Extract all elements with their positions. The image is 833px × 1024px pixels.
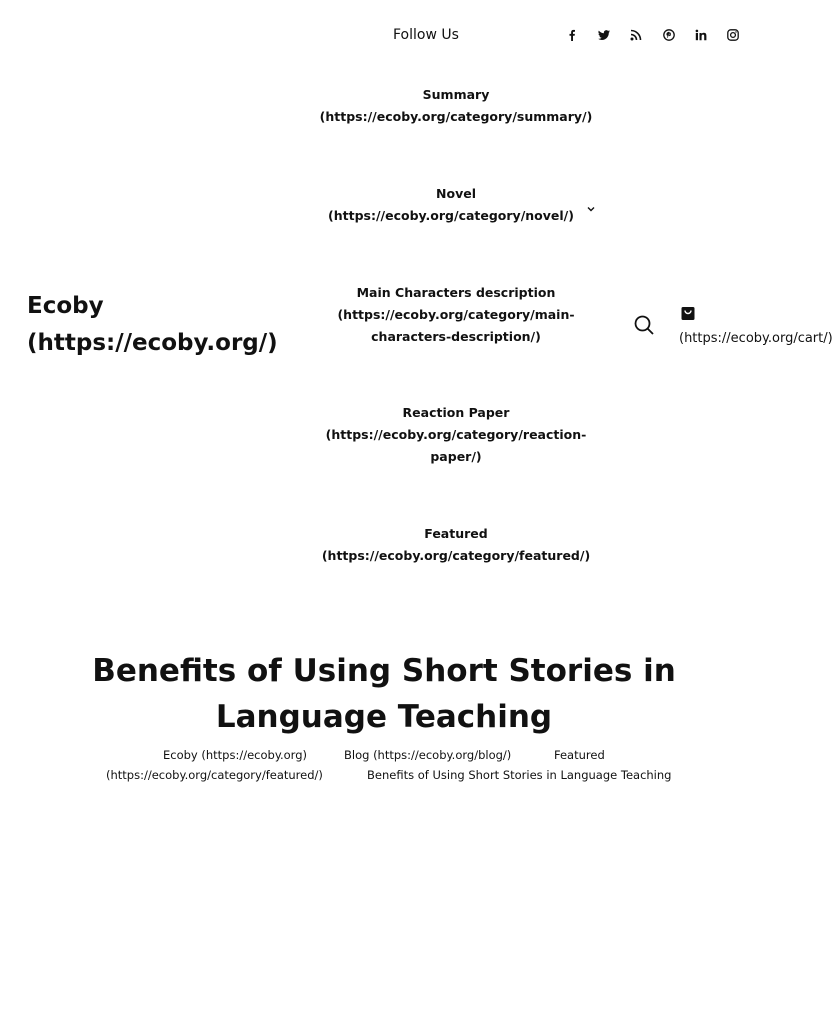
- follow-us-label: Follow Us: [393, 27, 459, 43]
- nav-item-url: (https://ecoby.org/category/summary/): [319, 109, 593, 124]
- instagram-icon[interactable]: [724, 26, 742, 44]
- chevron-down-icon[interactable]: [585, 200, 597, 212]
- breadcrumb-home[interactable]: Ecoby (https://ecoby.org): [163, 748, 307, 762]
- nav-item-label: Reaction Paper: [402, 405, 510, 420]
- nav-item-url: (https://ecoby.org/category/novel/): [328, 208, 574, 223]
- breadcrumb-featured-url[interactable]: (https://ecoby.org/category/featured/): [106, 768, 323, 782]
- page-title-line: Benefits of Using Short Stories in: [92, 653, 676, 689]
- site-logo-link[interactable]: [27, 288, 307, 362]
- nav-item-label: Featured: [424, 526, 488, 541]
- nav-item-label: Main Characters description: [356, 285, 556, 300]
- logo-url: (https://ecoby.org/): [27, 330, 278, 356]
- twitter-icon[interactable]: [595, 26, 613, 44]
- nav-item-url: (https://ecoby.org/category/reaction-: [325, 427, 587, 442]
- logo-name: Ecoby: [27, 293, 104, 319]
- breadcrumb-featured[interactable]: Featured: [554, 748, 605, 762]
- nav-item-url-cont: paper/): [430, 449, 482, 464]
- nav-item-reaction-paper[interactable]: [315, 402, 597, 468]
- rss-icon[interactable]: [627, 26, 645, 44]
- facebook-icon[interactable]: [563, 26, 581, 44]
- nav-item-url-cont: characters-description/): [371, 329, 541, 344]
- nav-item-url: (https://ecoby.org/category/featured/): [321, 548, 591, 563]
- page-title-line: Language Teaching: [215, 699, 553, 735]
- nav-item-main-characters[interactable]: [315, 282, 597, 348]
- nav-item-label: Novel: [436, 186, 476, 201]
- breadcrumb-current: Benefits of Using Short Stories in Language Teaching: [367, 768, 672, 782]
- nav-item-url: (https://ecoby.org/category/main-: [337, 307, 575, 322]
- nav-item-novel[interactable]: [315, 183, 597, 227]
- nav-item-summary[interactable]: [315, 84, 597, 128]
- search-icon[interactable]: [633, 314, 655, 336]
- cart-link[interactable]: (https://ecoby.org/cart/): [679, 331, 833, 346]
- shopping-bag-icon[interactable]: [681, 306, 695, 321]
- page-title: [60, 648, 708, 740]
- breadcrumb-blog[interactable]: Blog (https://ecoby.org/blog/): [344, 748, 512, 762]
- linkedin-icon[interactable]: [692, 26, 710, 44]
- nav-item-label: Summary: [422, 87, 490, 102]
- pinterest-icon[interactable]: [660, 26, 678, 44]
- nav-item-featured[interactable]: [315, 523, 597, 567]
